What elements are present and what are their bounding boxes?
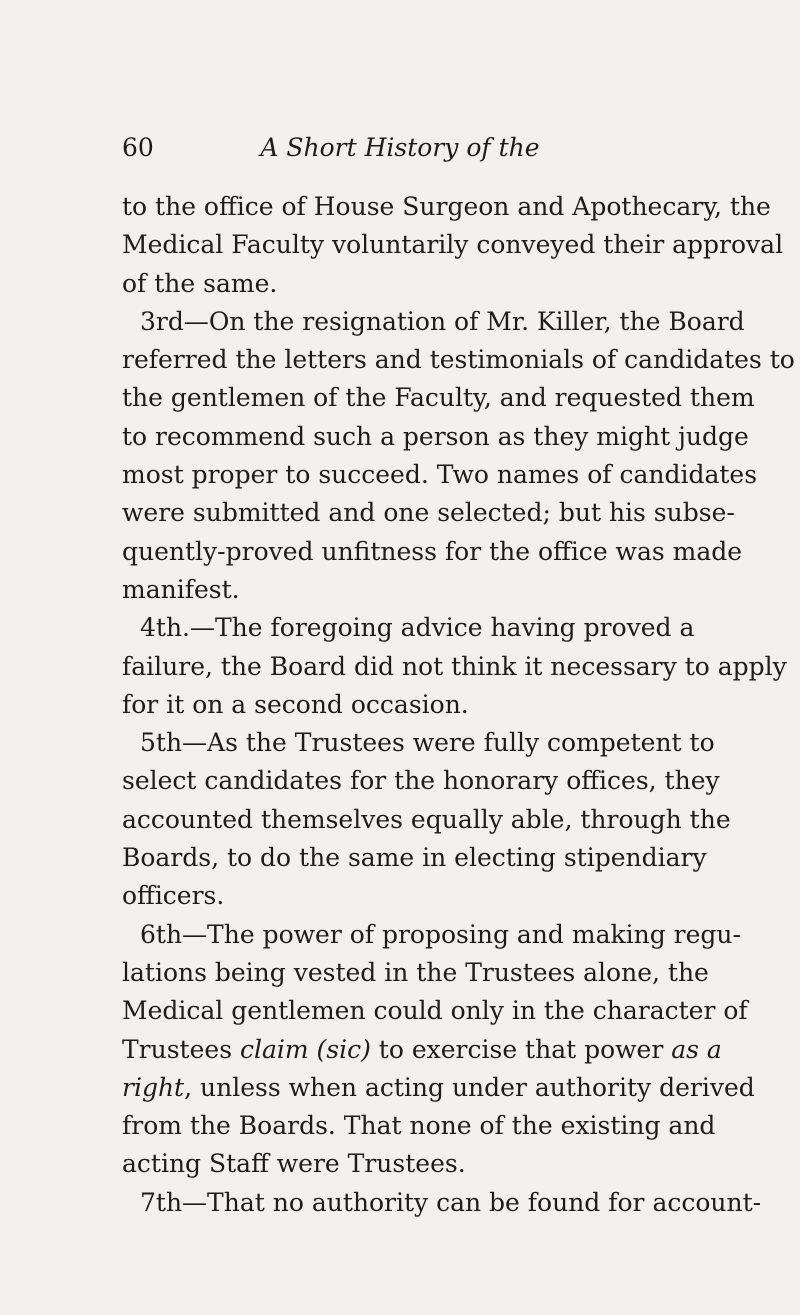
italic-right: right — [122, 1072, 185, 1102]
text-line: lations being vested in the Trustees alone, the — [122, 957, 709, 987]
paragraph-3rd-line: 3rd—On the resignation of Mr. Killer, the Board — [140, 306, 745, 336]
running-head — [122, 128, 678, 168]
paragraph-4th-line: 4th.—The foregoing advice having proved a — [140, 613, 695, 643]
body-text — [122, 188, 795, 1222]
text-line: quently-proved unfitness for the office was made — [122, 536, 743, 566]
text-line: of the same. — [122, 268, 278, 298]
text-line: Boards, to do the same in electing stipendiary — [122, 843, 707, 873]
text-line: referred the letters and testimonials of candidates to — [122, 345, 795, 375]
italic-claim-sic: claim (sic) — [239, 1034, 371, 1064]
text-line-with-italics — [122, 1031, 722, 1069]
running-title: A Short History of the — [260, 133, 540, 162]
text-line-with-italics — [122, 1069, 755, 1107]
text-line: acting Staff were Trustees. — [122, 1149, 466, 1179]
text-fragment: , unless when acting under authority derived — [184, 1072, 755, 1102]
text-line: from the Boards. That none of the existing and — [122, 1111, 716, 1141]
paragraph-7th-line: 7th—That no authority can be found for account- — [140, 1187, 762, 1217]
text-line: select candidates for the honorary offices, they — [122, 766, 720, 796]
text-line: Medical Faculty voluntarily conveyed their approval — [122, 230, 784, 260]
page-number: 60 — [122, 133, 154, 162]
text-line: Medical gentlemen could only in the character of — [122, 996, 748, 1026]
paragraph-6th-line: 6th—The power of proposing and making regu- — [140, 919, 741, 949]
paragraph-5th-line: 5th—As the Trustees were fully competent to — [140, 728, 715, 758]
text-fragment: Trustees — [122, 1034, 240, 1064]
text-line: to the office of House Surgeon and Apothecary, the — [122, 192, 771, 221]
text-line: most proper to succeed. Two names of candidates — [122, 460, 758, 490]
text-line: to recommend such a person as they might judge — [122, 421, 749, 451]
text-line: the gentlemen of the Faculty, and requested them — [122, 383, 755, 413]
italic-as-a: as a — [671, 1034, 722, 1064]
text-line: for it on a second occasion. — [122, 689, 469, 719]
text-line: were submitted and one selected; but his subse- — [122, 498, 735, 528]
text-line: manifest. — [122, 574, 240, 604]
text-fragment: to exercise that power — [370, 1034, 672, 1064]
text-line: officers. — [122, 881, 225, 911]
text-line: failure, the Board did not think it necessary to apply — [122, 651, 787, 681]
text-line: accounted themselves equally able, through the — [122, 804, 731, 834]
